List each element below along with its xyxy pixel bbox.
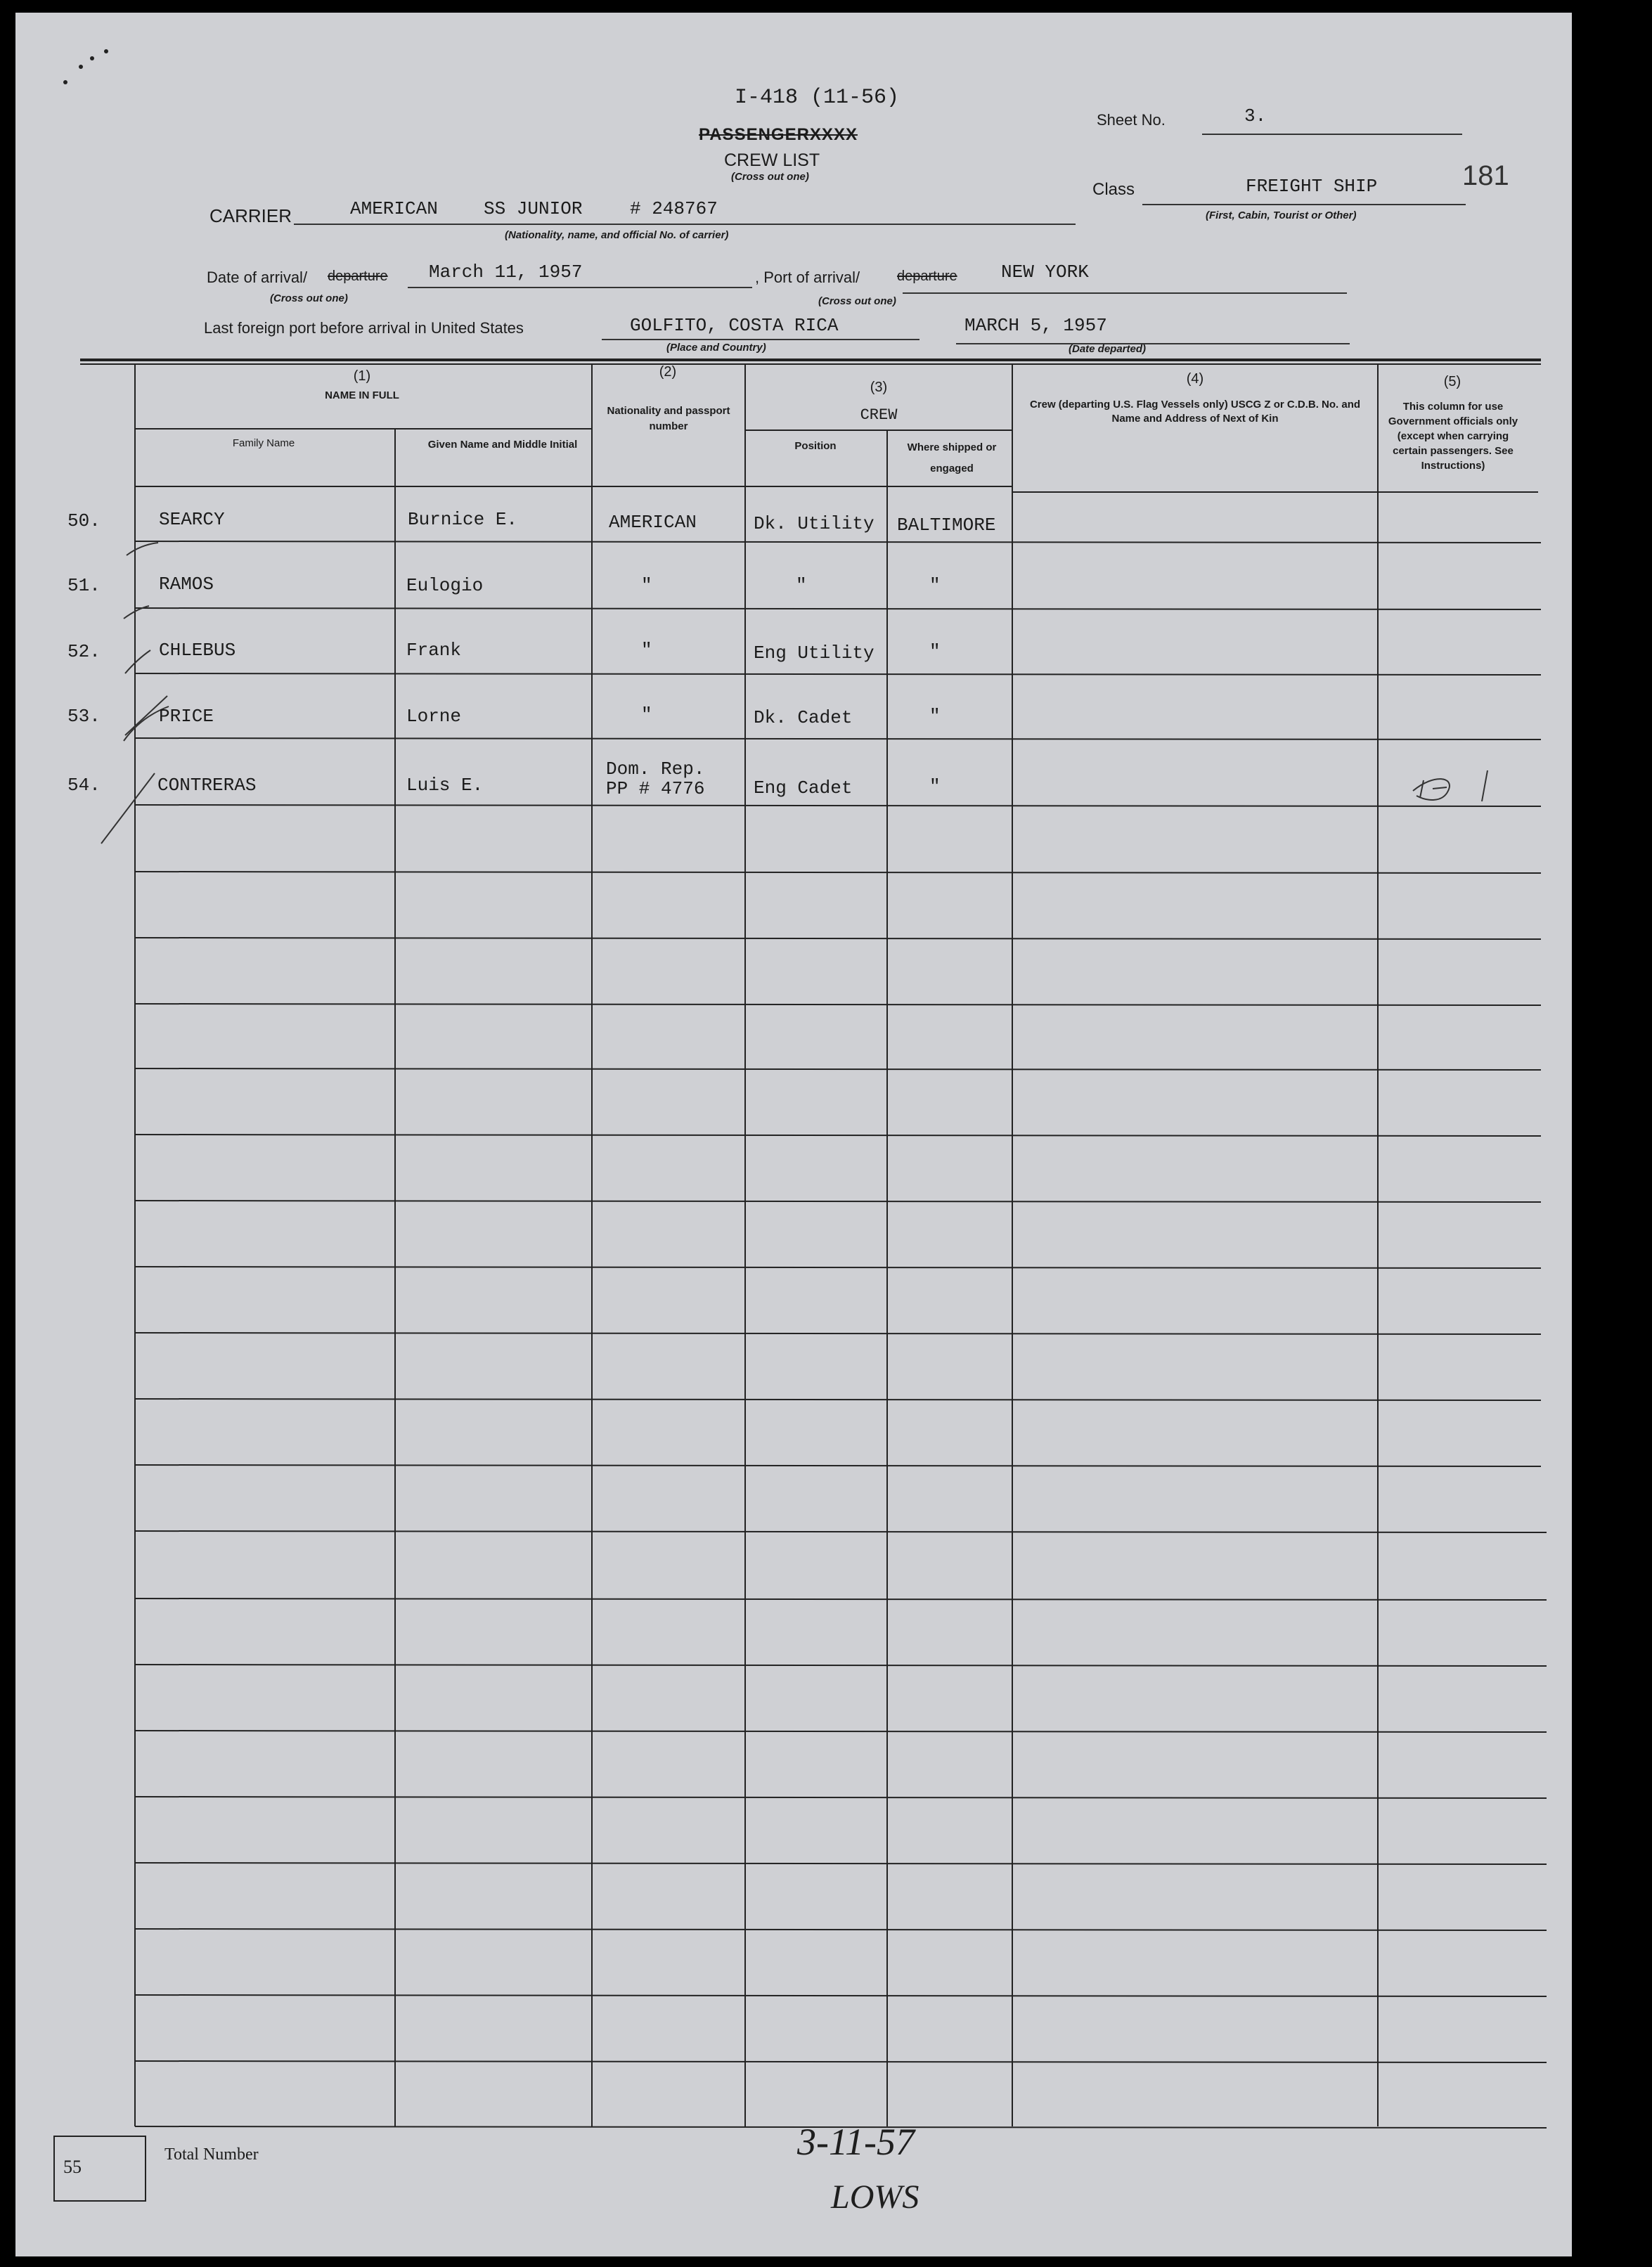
position-header: Position <box>794 440 837 452</box>
row-number: 52. <box>67 641 101 662</box>
arrival-date-label: Date of arrival/ <box>207 269 308 286</box>
form-number: I-418 (11-56) <box>735 86 900 110</box>
family-name-cell: RAMOS <box>159 574 214 595</box>
handwritten-initials: LOWS <box>831 2178 919 2216</box>
carrier-name: SS JUNIOR <box>484 198 583 219</box>
given-name-cell: Burnice E. <box>408 509 518 530</box>
row-number: 54. <box>67 775 101 796</box>
arrival-date-value: March 11, 1957 <box>429 261 583 283</box>
crew-header: CREW <box>860 406 898 424</box>
position-cell: Eng Cadet <box>754 777 853 799</box>
carrier-number: # 248767 <box>630 198 718 219</box>
cross-out-note: (Cross out one) <box>731 171 809 183</box>
col3-number: (3) <box>870 380 888 395</box>
nationality-cell: " <box>641 640 652 661</box>
nationality-cell: Dom. Rep. PP # 4776 <box>606 758 705 799</box>
given-name-cell: Luis E. <box>406 775 484 796</box>
given-name-cell: Frank <box>406 640 462 661</box>
row-number: 51. <box>67 575 101 596</box>
row-number: 50. <box>67 510 101 531</box>
col2-number: (2) <box>659 364 677 380</box>
sheet-value: 3. <box>1244 105 1267 127</box>
crossed-title: PASSENGERXXXX <box>699 125 858 144</box>
carrier-label: CARRIER <box>209 205 292 226</box>
col5-header: This column for use Government officials only (except when carrying certain passengers. See Instructions) <box>1388 401 1518 472</box>
row-number: 53. <box>67 706 101 727</box>
family-name-header: Family Name <box>232 437 295 449</box>
where-engaged-cell: " <box>929 706 941 727</box>
last-port-note: (Place and Country) <box>666 342 766 354</box>
port-label: , Port of arrival/ <box>755 269 860 286</box>
family-name-cell: SEARCY <box>159 509 225 530</box>
col4-number: (4) <box>1186 371 1204 387</box>
total-value: 55 <box>63 2157 82 2177</box>
departed-value: MARCH 5, 1957 <box>964 315 1107 336</box>
family-name-cell: PRICE <box>159 706 214 727</box>
nationality-cell: " <box>641 704 652 725</box>
handwritten-date: 3-11-57 <box>797 2121 915 2163</box>
nationality-cell: " <box>641 575 652 596</box>
port-cross-note: (Cross out one) <box>818 295 896 307</box>
carrier-note: (Nationality, name, and official No. of carrier) <box>505 229 729 241</box>
col5-number: (5) <box>1443 374 1461 389</box>
port-crossed: departure <box>897 269 957 284</box>
where-engaged-cell: " <box>929 575 941 596</box>
form-title: CREW LIST <box>724 150 820 170</box>
sheet-label: Sheet No. <box>1097 111 1166 129</box>
family-name-cell: CONTRERAS <box>157 775 257 796</box>
port-value: NEW YORK <box>1001 261 1089 283</box>
col4-header: Crew (departing U.S. Flag Vessels only) USCG Z or C.D.B. No. and Name and Address of Next of Kin <box>1029 399 1361 425</box>
arrival-cross-note: (Cross out one) <box>270 292 348 304</box>
page-stamp: 181 <box>1462 160 1509 191</box>
class-label: Class <box>1092 180 1135 199</box>
where-engaged-cell: " <box>929 776 941 797</box>
col1-number: (1) <box>353 368 371 384</box>
position-cell: Dk. Utility <box>754 513 875 534</box>
col2-header: Nationality and passport number <box>607 405 730 432</box>
position-cell: Dk. Cadet <box>754 707 853 728</box>
given-name-cell: Eulogio <box>406 575 484 596</box>
nationality-cell: AMERICAN <box>609 512 697 533</box>
where-engaged-cell: " <box>929 641 941 662</box>
given-name-cell: Lorne <box>406 706 462 727</box>
carrier-nationality: AMERICAN <box>350 198 438 219</box>
position-cell: Eng Utility <box>754 642 875 664</box>
family-name-cell: CHLEBUS <box>159 640 236 661</box>
col1-header: NAME IN FULL <box>325 389 399 401</box>
total-label: Total Number <box>164 2145 259 2164</box>
where-engaged-header: Where shipped or engaged <box>907 441 997 474</box>
class-note: (First, Cabin, Tourist or Other) <box>1206 209 1357 221</box>
given-name-header: Given Name and Middle Initial <box>427 439 578 451</box>
arrival-date-crossed: departure <box>328 269 388 284</box>
last-port-label: Last foreign port before arrival in United States <box>204 319 524 337</box>
last-port-value: GOLFITO, COSTA RICA <box>630 315 839 336</box>
class-value: FREIGHT SHIP <box>1246 176 1378 197</box>
departed-note: (Date departed) <box>1069 343 1147 355</box>
position-cell: " <box>796 575 807 596</box>
where-engaged-cell: BALTIMORE <box>897 515 996 536</box>
